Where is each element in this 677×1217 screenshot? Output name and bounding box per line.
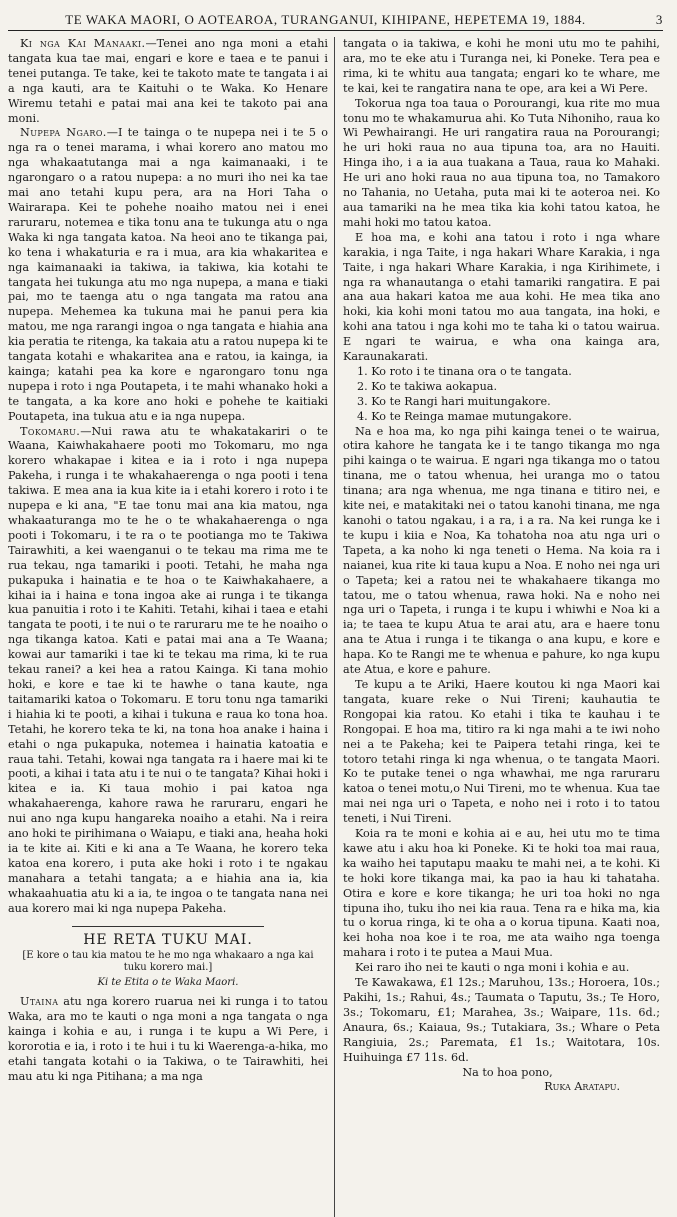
left-column	[8, 37, 334, 1217]
paragraph-text: —I te tainga o te nupepa nei i te 5 o nga ra o tenei marama, i whai korero ano matou mo nga whakaatutanga mai a nga kaimanaaki, i te ngarongaro o a ratou nupepa: a no muri iho nei ka tae mai ano tetahi kupu pera, ara na Hori Taha o Wairarapa. Kei te pohehe noaiho matou nei i enei raruraru, notemea e tika tonu ana te tukunga atu o nga Waka ki nga tangata katoa. Na heoi ano te tikanga pai, ko tena i whakaturia e ra i mua, ara kia whakaritea e nga kaimanaaki ia takiwa, ia takiwa, kia kotahi te tangata hei tukunga atu mo nga nupepa, a mana e tiaki pai, mo te taenga atu o nga tangata ma ratou ana nupepa. Mehemea ka tukuna mai he panui pera kia matou, me nga rarangi ingoa o nga tangata e hiahia ana kia peratia te ritenga, ka takaia atu a ratou nupepa ki te tangata kotahi e whakaritea ana e ratou, ia kainga, ia kainga; katahi pea ka kore e ngarongaro tonu nga nupepa i roto i nga Poutapeta, i te mahi whanako hoki a te tangata, a ka kore ano hoki e pohehe te kaitiaki Poutapeta, ina tukua atu e ia nga nupepa.	[8, 126, 328, 423]
page-header	[8, 6, 663, 31]
wairua-kainga-list	[343, 365, 660, 425]
paragraph-text: —Tenei ano nga moni a etahi tangata kua tae mai, engari e kore e taea e te panui i tenei putanga. Te take, kei te takoto mate te tangata i ai a nga kauti, ara te Kaituhi o te Waka. Ko Henare Wiremu tetahi e patai mai ana kei te takoto pai ana moni.	[8, 37, 328, 125]
paragraph-text: —Nui rawa atu te whakatakariri o te Waana, Kaiwhakahaere pooti mo Tokomaru, mo nga korero whakapae i kitea e ia i roto i nga nupepa Pakeha, i runga i te whakahaerenga o nga pooti i tena takiwa. E mea ana ia kua kite ia i etahi korero i roto i te nupepa e ki ana, "E tae tonu mai ana kia matou, nga whakaaturanga mo te he o te whakahaerenga o nga pooti i Tokomaru, i te ra o te pootianga mo te Takiwa Tairawhiti, a kei waenganui o te tekau ma rima me te rua tekau, nga tamariki i pooti. Tetahi, he maha nga pukapuka i hainatia e te hoa o te Kaiwhakahaere, a kihai ia i haina e tona ingoa ake ai runga i te tikanga kua panuitia i roto i te Kahiti. Tetahi, kihai i taea e etahi tangata te pooti, i te nui o te raruraru me te he noaiho o nga tikanga katoa. Kati e patai mai ana a Te Waana; kowai aur tamariki i tae ki te tekau ma rima, ki te rua tekau ranei? a kei hea a ratou Kainga. Ki tana mohio hoki, e kore e tae ki te hawhe o tana kaute, nga taitamariki katoa o Tokomaru. E toru tonu nga tamariki i hiahia ki te pooti, a kihai i tukuna e raua ko tona hoa. Tetahi, he korero teka te ki, na tona hoa anake i haina i etahi o nga pukapuka, notemea i hainatia katoatia e raua tahi. Tetahi, kowai nga tangata ra i haere mai ki te pooti, a kihai i tata atu i te nui o te tangata? Kihai hoki i kitea e ia. Ki taua mohio i pai katoa nga whakahaerenga, kahore rawa he raruraru, engari he nui ano nga kupu hangareka noaiho a etahi. Na i reira ano hoki te pirihimana o Waiapu, e tiaki ana, heaha hoki ia te kite ai. Kiti e ki ana a Te Waana, he korero teka katoa ena korero, i puta ake hoki i roto i te ngakau manahara a tetahi tangata; a e hiahia ana ia, kia whakaahuatia atu ki a ia, te ingoa o te tangata nana nei aua korero mai ki nga nupepa Pakeha.	[8, 424, 328, 915]
letter-paragraph: Koia ra te moni e kohia ai e au, hei utu mo te tima kawe atu i aku hoa ki Poneke. Ki te hoki toa mai raua, ka waiho hei taputapu maaku te mahi nei, a te kohi. Ki te hoki kore tikanga mai, ka pao ia hau ki tahataha. Otira e kore e kore tikanga; he uri toa hoki no nga tipuna iho, tuku iho nei kia raua. Tena ra e hika ma, kia tu o koruа ringa, ki te oha a o korua tipuna. Kaati noa, kei hoha noa koe i te roa, me ata waiho nga toenga mahara i roto i te putea a Maui Mua.	[343, 827, 660, 960]
paragraph-lead: Ki nga Kai Manaaki.	[20, 37, 146, 50]
account-intro: Kei raro iho nei te kauti o nga moni i kohia e au.	[355, 961, 630, 975]
letter-paragraph: Na e hoa ma, ko nga pihi kainga tenei o te wairua, otira kahore he tangata ke i te tango tikanga mo nga pihi kainga o te wairua. E ngari nga tikanga mo o tatou tinana, me o tatou whenua, hei uranga mo o tatou tinana; ara nga whenua, me nga tinana e titiro nei, e kite nei, e matakitaki nei o tatou kanohi tinana, me nga kanohi o tatou ngakau, i a ra, i a ra. Na kei runga ke i te kupu i kiia e Noa, Ka tohatoha noa atu nga uri o Tapeta, a ka noho ki nga teneti o Hema. Na koia ra i naianei, kua rite ki taua kupu a Noa. E noho nei nga uri o Tapeta; kei a ratou nei te whakahaere tikanga mo tatou, me o tatou whenua, rawa hoki. Na e noho nei nga uri o Tapeta, i runga i te kupu i whiwhi e Noa ki a ia; te taea te kupu Atua te arai atu, ara e haere tonu ana te Atua i runga i te tikanga o ana kupu, e kore e hapa. Ko te Rangi me te whenua e pahure, ko nga kupu ate Atua, e kore e pahure.	[343, 424, 660, 677]
letter-paragraph: E hoa ma, e kohi ana tatou i roto i nga whare karakia, i nga Taite, i nga hakari Whare Karakia, i nga Taite, i nga hakari Whare Karakia, i nga Kirihimete, i nga ra whanautanga o etahi tamariki rangatira. E pai ana aua hakari katoa me aua kohi. He mea tika ano hoki, kia kohi moni tatou mo aua tangata, ina hoki, e kohi ana tatou i nga kohi mo te taha ki o tatou wairua. E ngari te wairua, e wha ona kainga ara, Karaunakarati.	[343, 230, 660, 364]
letter-paragraph: Tokorua nga toa taua o Porourangi, kua rite mo mua tonu mo te whakamurua ahi. Ko Tuta Nihoniho, raua ko Wi Pewhairangi. He uri rangatira raua na Porourangi; he uri hoki raua no aua tipuna toa, ara no Hauiti. Hinga iho, i a ia aua tuakana a Taua, raua ko Mahaki. He uri ano hoki raua no aua tipuna toa, no Tamakoro no Tahania, no Uetaha, puta mai ki te aoteroa nei. Ko aua tamariki na he mea tika kia kohi tatou katoa, he mahi hoki mo tatou katoa.	[343, 96, 660, 229]
paragraph-lead: Tokomaru.	[20, 424, 81, 438]
right-column	[334, 37, 660, 1217]
paragraph-text: atu nga korero ruarua nei ki runga i to tatou Waka, ara mo te kauti o nga moni a nga tangata o nga kainga i kohia e au, i runga i te kupu a Wi Pere, i kororotia e ia, i roto i te hui i tu ki Waerenga-a-hika, mo etahi tangata kotahi o ia Takiwa, o te Tairawhiti, hei mau atu ki nga Pitihana; a ma nga	[8, 995, 328, 1083]
list-item: 4. Ko te Reinga mamae mutungakore.	[357, 409, 572, 423]
notice-tokomaru	[8, 425, 328, 917]
letter-closing: Na to hoa pono,	[462, 1065, 553, 1079]
list-item: 3. Ko te Rangi hari muitungakore.	[357, 394, 551, 408]
letter-opening	[8, 995, 328, 1084]
paragraph-lead: Utaina	[20, 995, 59, 1009]
section-salutation: Ki te Etita o te Waka Maori.	[97, 977, 239, 989]
page-number: 3	[655, 12, 663, 27]
paragraph-lead: Nupepa Ngaro.	[20, 126, 107, 140]
account-amounts: Te Kawakawa, £1 12s.; Maruhou, 13s.; Horoera, 10s.; Pakihi, 1s.; Rahui, 4s.; Taumata o Taputu, 3s.; Te Horo, 3s.; Tokomaru, £1; Marahea, 3s.; Waipare, 11s. 6d.; Anaura, 6s.; Kaiaua, 9s.; Tutakiara, 3s.; Whare o Peta Rangiuia, 2s.; Paremata, £1 1s.; Waitotara, 10s. Huihuinga £7 11s. 6d.	[343, 976, 660, 1064]
section-title: HE RETA TUKU MAI.	[83, 932, 253, 949]
columns	[8, 37, 663, 1217]
list-item: 1. Ko roto i te tinana ora o te tangata.	[357, 364, 572, 378]
list-item: 2. Ko te takiwa aokapua.	[357, 379, 498, 393]
notice-kai-manaaki	[8, 37, 328, 126]
section-disclaimer: [E kore o tau kia matou te he mo nga whakaaro a nga kai tuku korero mai.]	[22, 950, 314, 974]
section-divider	[72, 926, 264, 927]
letter-paragraph: Te kupu a te Ariki, Haere koutou ki nga Maori kai tangata, kuare reke o Nui Tireni; kauhautia te Rongopai kia ratou. Ko etahi i tika te kauhau i te Rongopai. E hoa ma, titiro ra ki nga mahi a te iwi noho nei a te Pakeha; kei te Paipera tetahi ringa, kei te totoro tetahi ringa ki nga whenua, o te tangata Maori. Ko te putake tenei o nga whawhai, me nga raruraru katoa o tenei motu,o Nui Tireni, mo te whenua. Kua tae mai nei nga uri o Tapeta, e noho nei i roto i to tatou teneti, i Nui Tireni.	[343, 677, 660, 826]
notice-nupepa-ngaro	[8, 126, 328, 424]
letter-signature: Ruka Aratapu.	[544, 1080, 620, 1094]
letter-continuation: tangata o ia takiwa, e kohi he moni utu mo te pahihi, ara, mo te eke atu i Turanga nei, ki Poneke. Tera pea e rima, ki te whitu aua tangata; engari ko te whare, me te kai, kei te rangatira nana te ope, ara kei a Wi Pere.	[343, 37, 660, 95]
masthead-title: TE WAKA MAORI, O AOTEAROA, TURANGANUI, KIHIPANE, HEPETEMA 19, 1884.	[65, 12, 586, 27]
